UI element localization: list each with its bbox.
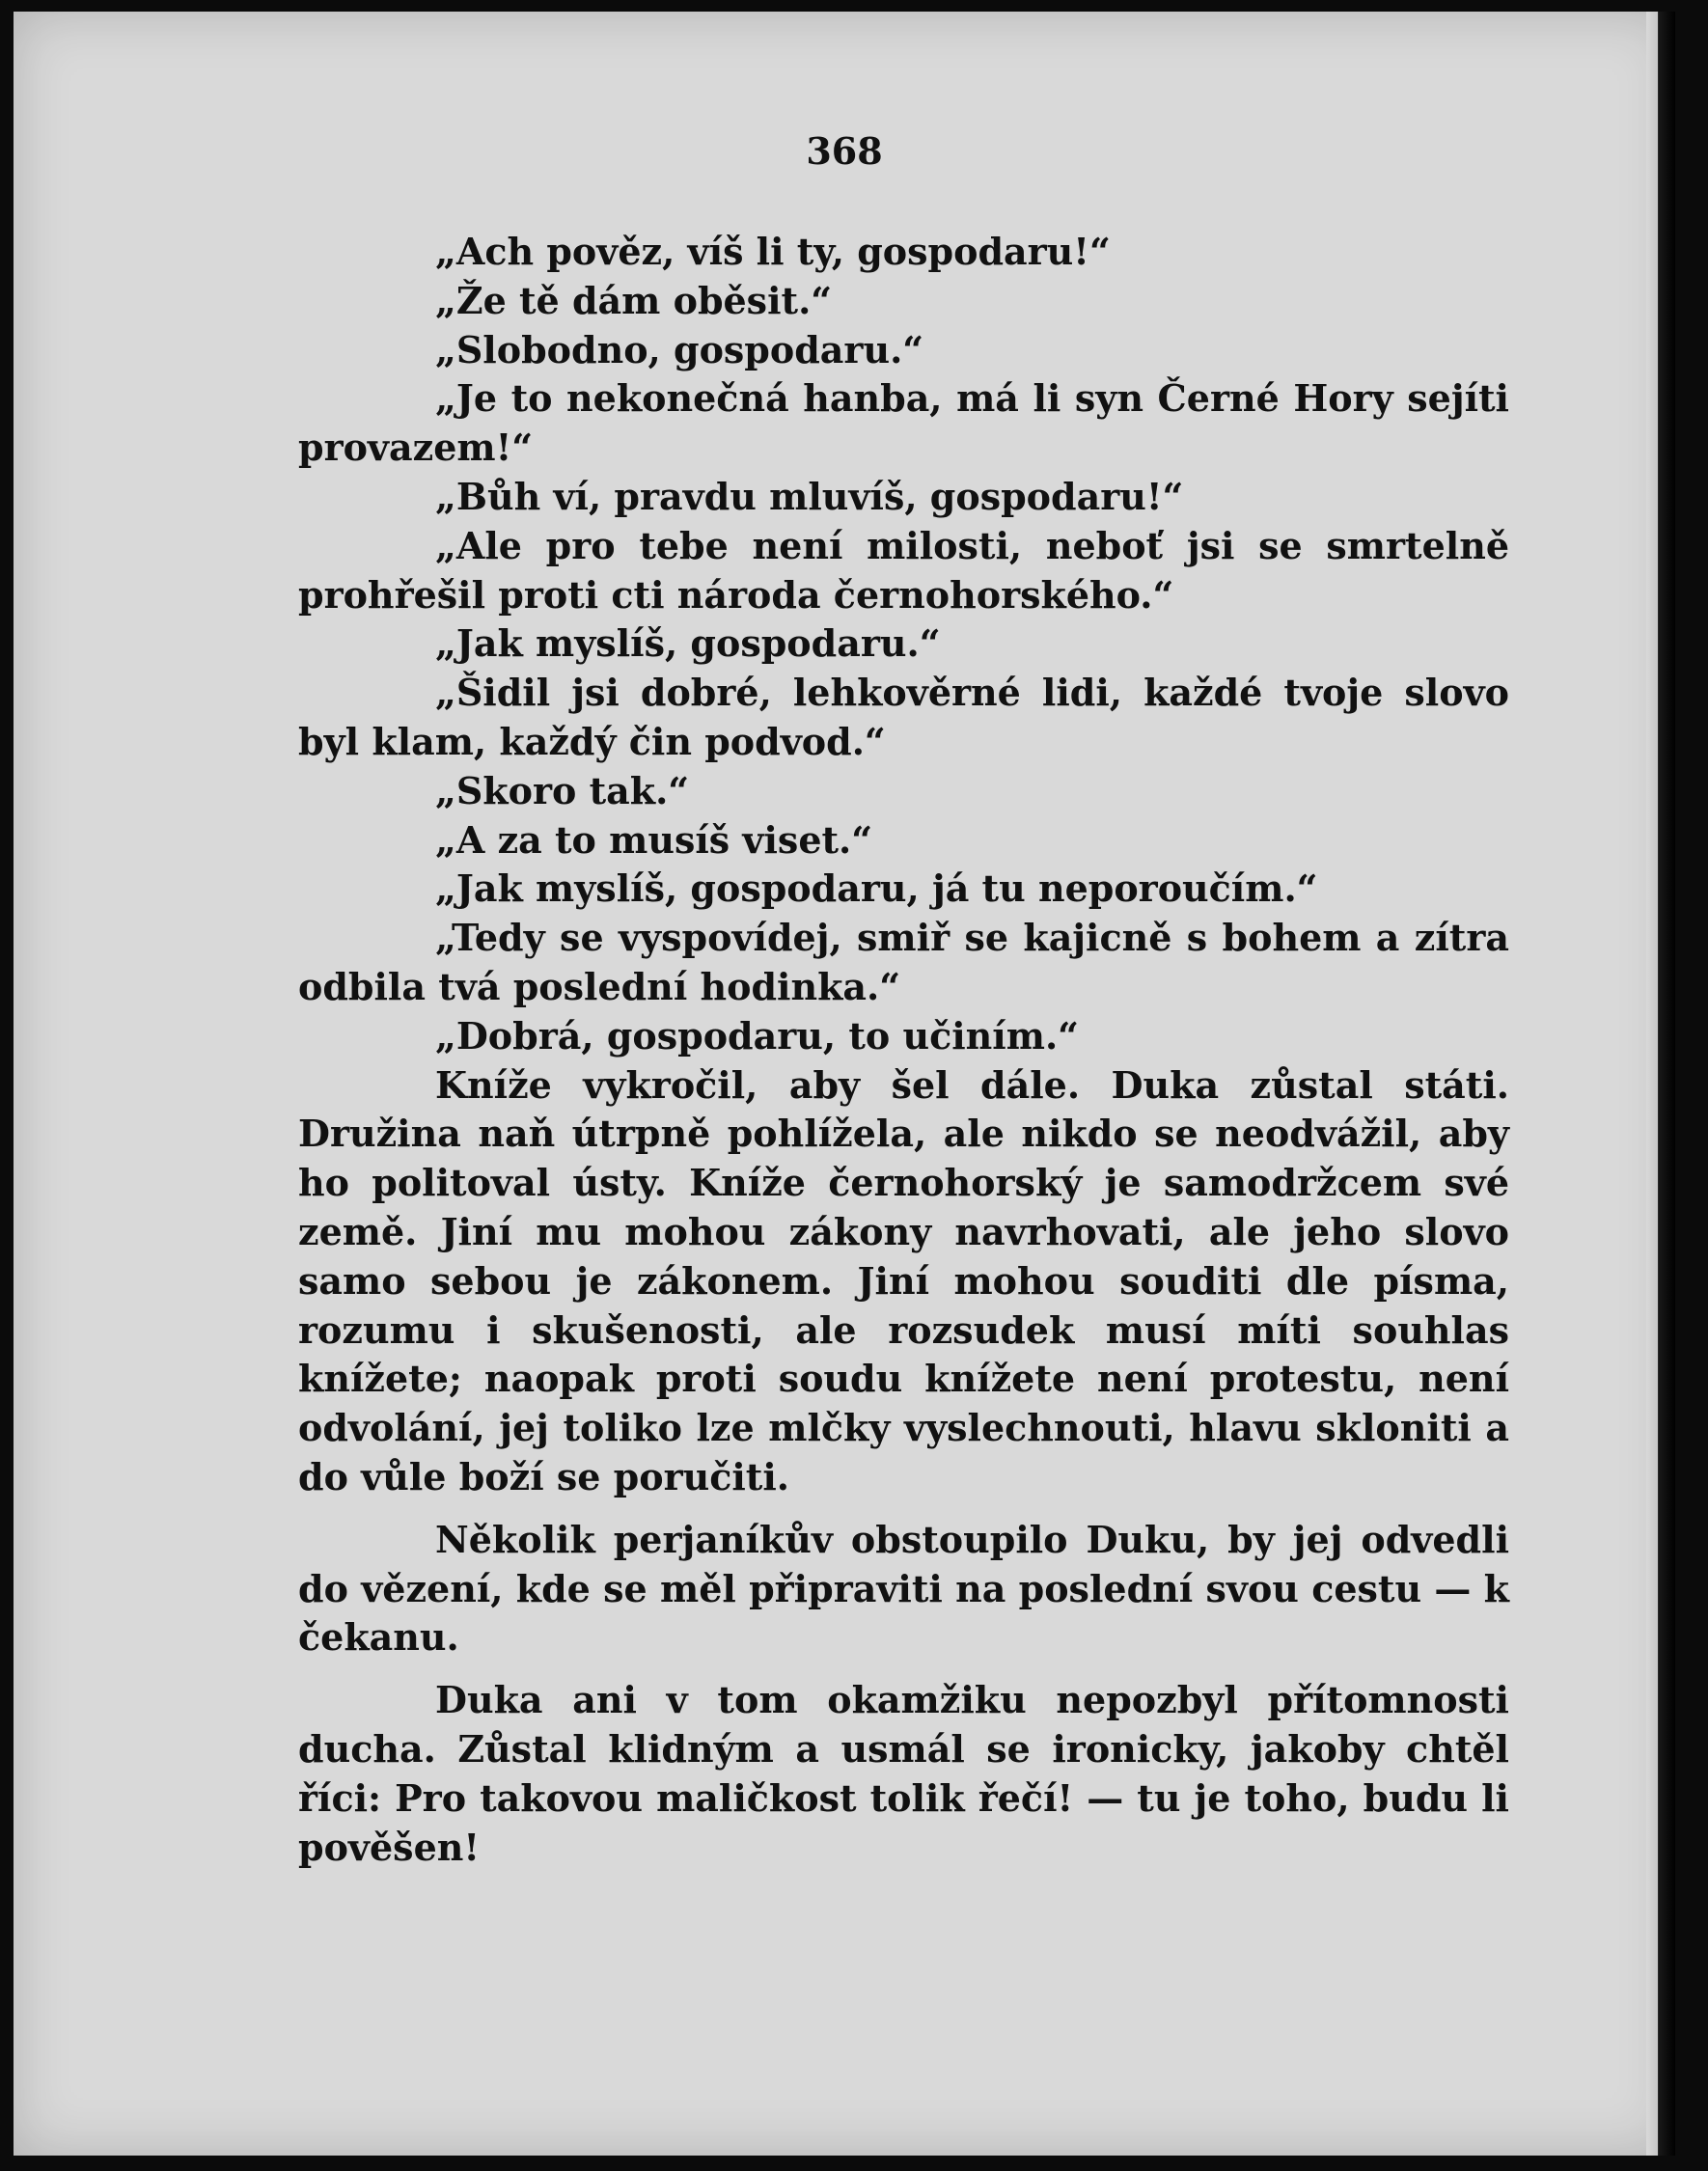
dialogue-line: „Že tě dám oběsit.“ bbox=[435, 278, 833, 322]
dialogue-line: „Jak myslíš, gospodaru.“ bbox=[435, 621, 941, 666]
dialogue-line: „Ale pro tebe není milosti, neboť jsi se smrtelně prohřešil proti cti národa černohorského.“ bbox=[298, 523, 1509, 617]
narrative-paragraph: Kníže vykročil, aby šel dále. Duka zůstal státi. Družina naň útrpně pohlížela, ale nikdo se neodvážil, aby ho politoval ústy. Kníže černohorský je samodržcem své země. Jiní mu mohou zákony navrhovati, ale jeho slovo samo sebou je zákonem. Jiní mohou souditi dle písma, rozumu i skušenosti, ale rozsudek musí míti souhlas knížete; naopak proti soudu knížete není protestu, není odvolání, jej toliko lze mlčky vyslechnouti, hlavu skloniti a do vůle boží se poručiti. bbox=[298, 1062, 1509, 1498]
dialogue-line: „Tedy se vyspovídej, smiř se kajicně s bohem a zítra odbila tvá poslední hodinka.“ bbox=[298, 916, 1509, 1008]
dialogue-line: „Ach pověz, víš li ty, gospodaru!“ bbox=[435, 230, 1111, 273]
dialogue-line: „Je to nekonečná hanba, má li syn Černé Hory sejíti provazem!“ bbox=[298, 376, 1509, 470]
dialogue-line: „A za to musíš viset.“ bbox=[435, 817, 873, 862]
page-body-text bbox=[298, 228, 1509, 1872]
dialogue-line: „Šidil jsi dobré, lehkověrné lidi, každé tvoje slovo byl klam, každý čin podvod.“ bbox=[298, 671, 1509, 763]
dialogue-line: „Dobrá, gospodaru, to učiním.“ bbox=[435, 1013, 1080, 1058]
page-number: 368 bbox=[806, 129, 883, 173]
dialogue-line: „Slobodno, gospodaru.“ bbox=[435, 327, 924, 371]
dialogue-line: „Skoro tak.“ bbox=[435, 768, 690, 812]
page-edge-shadow bbox=[1646, 12, 1675, 2156]
narrative-paragraph: Duka ani v tom okamžiku nepozbyl přítomnosti ducha. Zůstal klidným a usmál se ironicky, jakoby chtěl říci: Pro takovou maličkost tolik řečí! — tu je toho, budu li pověšen! bbox=[298, 1678, 1509, 1869]
book-page bbox=[14, 12, 1675, 2156]
dialogue-line: „Bůh ví, pravdu mluvíš, gospodaru!“ bbox=[435, 474, 1184, 518]
narrative-paragraph: Několik perjaníkův obstoupilo Duku, by jej odvedli do vězení, kde se měl připraviti na poslední svou cestu — k čekanu. bbox=[298, 1517, 1509, 1660]
dialogue-line: „Jak myslíš, gospodaru, já tu neporoučím.“ bbox=[435, 866, 1318, 911]
